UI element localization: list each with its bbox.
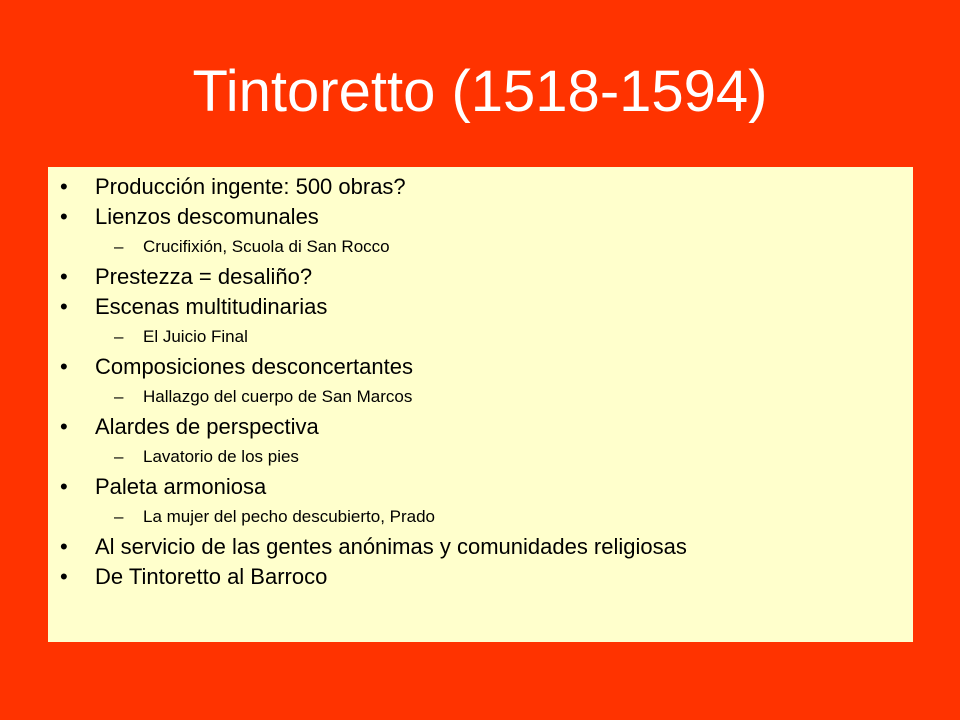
sub-bullet-marker: – — [114, 447, 124, 466]
bullet-text: Prestezza = desaliño? — [95, 264, 313, 289]
bullet-item — [48, 412, 913, 442]
sub-bullet-item — [48, 382, 913, 412]
sub-bullet-text: Lavatorio de los pies — [143, 447, 299, 466]
bullet-item — [48, 262, 913, 292]
sub-bullet-item — [48, 232, 913, 262]
sub-bullet-marker: – — [114, 507, 124, 526]
bullet-marker: • — [60, 474, 68, 499]
sub-bullet-marker: – — [114, 237, 124, 256]
sub-bullet-text: La mujer del pecho descubierto, Prado — [143, 507, 436, 526]
bullet-marker: • — [60, 204, 68, 229]
bullet-text: Lienzos descomunales — [95, 204, 319, 229]
sub-bullet-item — [48, 322, 913, 352]
bullet-marker: • — [60, 414, 68, 439]
sub-bullet-item — [48, 502, 913, 532]
sub-bullet-text: El Juicio Final — [143, 327, 248, 346]
bullet-text: Al servicio de las gentes anónimas y comunidades religiosas — [95, 534, 687, 559]
sub-bullet-item — [48, 442, 913, 472]
bullet-text: Composiciones desconcertantes — [95, 354, 413, 379]
bullet-marker: • — [60, 264, 68, 289]
sub-bullet-marker: – — [114, 387, 124, 406]
sub-bullet-text: Hallazgo del cuerpo de San Marcos — [143, 387, 413, 406]
bullet-item — [48, 472, 913, 502]
content-box — [48, 167, 913, 642]
bullet-item — [48, 172, 913, 202]
bullet-text: Paleta armoniosa — [95, 474, 267, 499]
bullet-text: Escenas multitudinarias — [95, 294, 328, 319]
bullet-marker: • — [60, 534, 68, 559]
bullet-item — [48, 352, 913, 382]
sub-bullet-text: Crucifixión, Scuola di San Rocco — [143, 237, 390, 256]
bullet-text: De Tintoretto al Barroco — [95, 564, 328, 589]
bullet-text: Alardes de perspectiva — [95, 414, 319, 439]
bullet-text: Producción ingente: 500 obras? — [95, 174, 406, 199]
bullet-item — [48, 292, 913, 322]
bullet-item — [48, 202, 913, 232]
bullet-marker: • — [60, 174, 68, 199]
bullet-marker: • — [60, 354, 68, 379]
bullet-item — [48, 532, 913, 562]
bullet-list — [48, 172, 913, 592]
bullet-marker: • — [60, 294, 68, 319]
slide-title: Tintoretto (1518-1594) — [192, 59, 768, 124]
bullet-marker: • — [60, 564, 68, 589]
bullet-item — [48, 562, 913, 592]
sub-bullet-marker: – — [114, 327, 124, 346]
